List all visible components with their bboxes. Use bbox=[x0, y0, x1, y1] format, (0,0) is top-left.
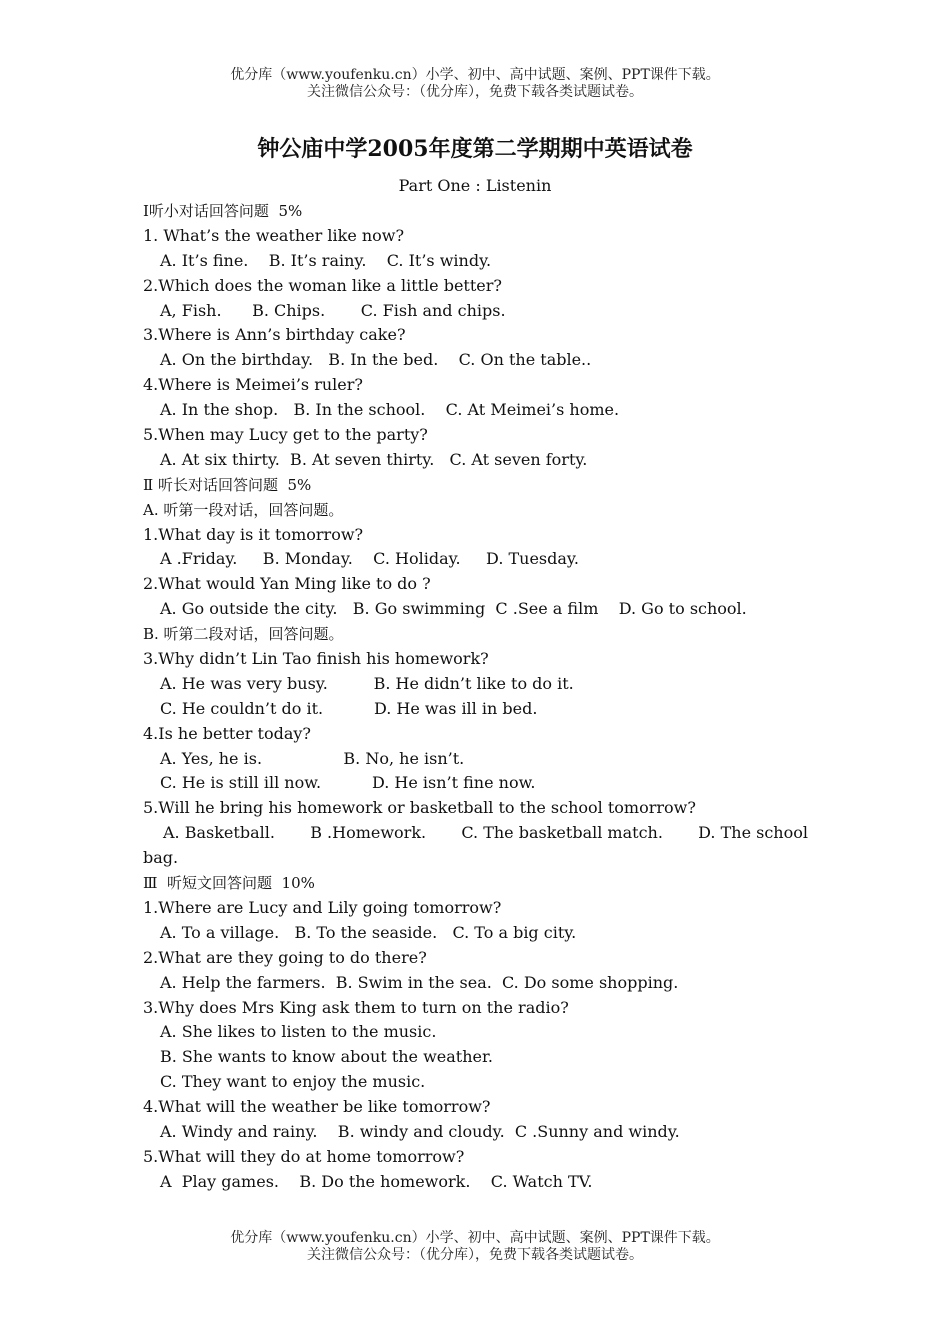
s2-question-5: 5.Will he bring his homework or basketball to the school tomorrow? bbox=[143, 798, 696, 818]
s3-question-5: 5.What will they do at home tomorrow? bbox=[143, 1146, 465, 1166]
s2-q5-option-c: C. The basketball match. bbox=[461, 823, 663, 843]
s3-question-2: 2.What are they going to do there? bbox=[143, 947, 427, 967]
s1-question-3-options: A. On the birthday. B. In the bed. C. On the table.. bbox=[160, 350, 592, 370]
page-footer bbox=[0, 1230, 950, 1264]
s3-question-1: 1.Where are Lucy and Lily going tomorrow? bbox=[143, 897, 502, 917]
s2-question-2-options: A. Go outside the city. B. Go swimming C .See a film D. Go to school. bbox=[160, 599, 747, 619]
s1-question-5: 5.When may Lucy get to the party? bbox=[143, 425, 428, 445]
s2-question-4-options-cd: C. He is still ill now. D. He isn’t fine now. bbox=[160, 773, 536, 793]
s1-question-5-options: A. At six thirty. B. At seven thirty. C. At seven forty. bbox=[160, 449, 588, 469]
s2-q5-option-a: A. Basketball. bbox=[163, 823, 275, 843]
s2-part-a-instruction: A. 听第一段对话，回答问题。 bbox=[143, 500, 344, 519]
s2-q5-option-b: B .Homework. bbox=[310, 823, 427, 843]
s1-question-3: 3.Where is Ann’s birthday cake? bbox=[143, 325, 406, 345]
s2-question-1-options: A .Friday. B. Monday. C. Holiday. D. Tuesday. bbox=[160, 549, 579, 569]
header-line-2: 关注微信公众号：（优分库），免费下载各类试题试卷。 bbox=[307, 84, 643, 100]
section-3-heading: Ⅲ 听短文回答问题 10% bbox=[143, 874, 315, 893]
s3-question-4-options: A. Windy and rainy. B. windy and cloudy. C .Sunny and windy. bbox=[160, 1121, 680, 1141]
footer-line-1: 优分库（www.youfenku.cn）小学、初中、高中试题、案例、PPT课件下载。 bbox=[230, 1230, 720, 1246]
s1-question-1: 1. What’s the weather like now? bbox=[143, 225, 405, 245]
s2-question-1: 1.What day is it tomorrow? bbox=[143, 524, 364, 544]
s2-question-4-options-ab: A. Yes, he is. B. No, he isn’t. bbox=[160, 748, 465, 768]
s3-question-3-option-c: C. They want to enjoy the music. bbox=[160, 1072, 426, 1092]
s2-question-3-options-cd: C. He couldn’t do it. D. He was ill in bed. bbox=[160, 698, 538, 718]
s1-question-2: 2.Which does the woman like a little better? bbox=[143, 275, 502, 295]
s1-question-1-options: A. It’s fine. B. It’s rainy. C. It’s windy. bbox=[160, 250, 492, 270]
s2-part-b-instruction: B. 听第二段对话，回答问题。 bbox=[143, 625, 344, 644]
exam-title: 钟公庙中学2005年度第二学期期中英语试卷 bbox=[257, 136, 693, 162]
s2-q5-option-d: D. The school bbox=[698, 823, 808, 843]
s3-question-2-options: A. Help the farmers. B. Swim in the sea. C. Do some shopping. bbox=[160, 972, 679, 992]
part-one-subtitle: Part One : Listenin bbox=[398, 176, 552, 195]
s2-question-3: 3.Why didn’t Lin Tao finish his homework? bbox=[143, 649, 489, 669]
s3-question-3-option-b: B. She wants to know about the weather. bbox=[160, 1047, 493, 1067]
footer-line-2: 关注微信公众号：（优分库），免费下载各类试题试卷。 bbox=[307, 1247, 643, 1263]
s2-question-4: 4.Is he better today? bbox=[143, 723, 311, 743]
s3-question-4: 4.What will the weather be like tomorrow? bbox=[143, 1097, 491, 1117]
s1-question-2-options: A, Fish. B. Chips. C. Fish and chips. bbox=[160, 300, 506, 320]
s2-question-5-options bbox=[143, 821, 808, 846]
s1-question-4: 4.Where is Meimei’s ruler? bbox=[143, 375, 363, 395]
s3-question-3-option-a: A. She likes to listen to the music. bbox=[160, 1022, 437, 1042]
s2-question-3-options-ab: A. He was very busy. B. He didn’t like to do it. bbox=[160, 673, 574, 693]
exam-content bbox=[143, 199, 808, 1195]
section-2-heading: Ⅱ 听长对话回答问题 5% bbox=[143, 475, 312, 494]
s1-question-4-options: A. In the shop. B. In the school. C. At Meimei’s home. bbox=[160, 400, 620, 420]
s3-question-3: 3.Why does Mrs King ask them to turn on the radio? bbox=[143, 997, 569, 1017]
s3-question-5-options: A Play games. B. Do the homework. C. Watch TV. bbox=[160, 1171, 593, 1191]
page-header bbox=[0, 67, 950, 101]
s2-question-2: 2.What would Yan Ming like to do ? bbox=[143, 574, 431, 594]
section-1-heading: Ⅰ听小对话回答问题 5% bbox=[143, 202, 303, 220]
header-line-1: 优分库（www.youfenku.cn）小学、初中、高中试题、案例、PPT课件下载。 bbox=[230, 67, 720, 83]
s3-question-1-options: A. To a village. B. To the seaside. C. To a big city. bbox=[160, 922, 577, 942]
s2-question-5-option-d-continued: bag. bbox=[143, 848, 179, 868]
